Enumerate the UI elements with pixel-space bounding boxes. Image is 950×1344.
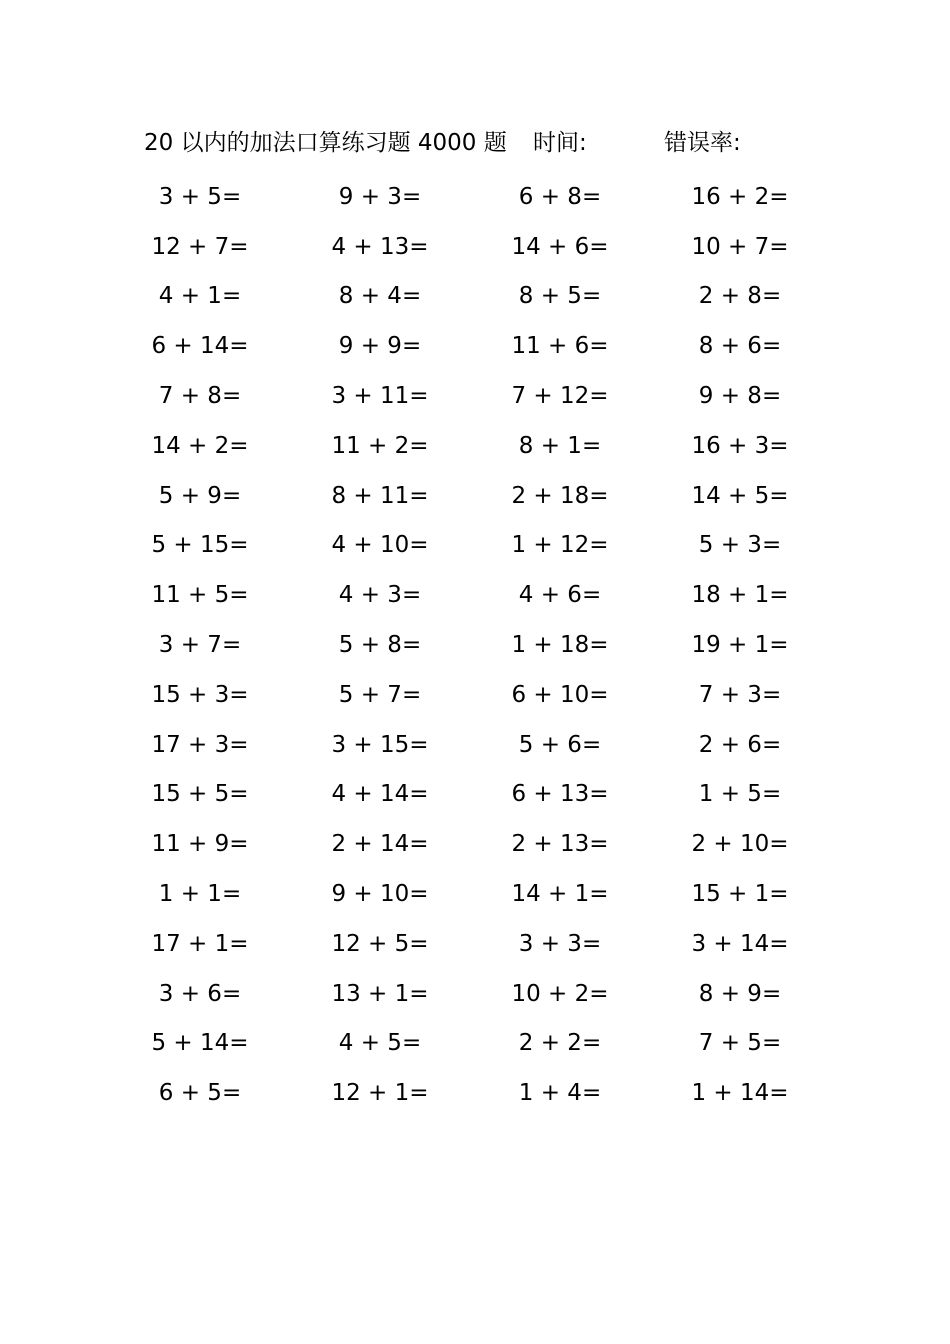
problem-row — [110, 720, 830, 770]
addition-problem: 8 + 9= — [698, 980, 782, 1007]
addition-problem: 3 + 3= — [518, 930, 602, 957]
addition-problem: 1 + 14= — [691, 1080, 789, 1107]
addition-problem: 8 + 11= — [331, 482, 429, 509]
addition-problem: 9 + 3= — [338, 183, 422, 210]
addition-problem: 11 + 2= — [331, 432, 429, 459]
problem-row — [110, 371, 830, 421]
addition-problem: 1 + 18= — [511, 632, 609, 659]
addition-problem: 1 + 12= — [511, 532, 609, 559]
problem-row — [110, 222, 830, 272]
addition-problem: 4 + 3= — [338, 582, 422, 609]
addition-problem: 4 + 13= — [331, 233, 429, 260]
worksheet-title: 20 以内的加法口算练习题 4000 题 — [144, 130, 507, 156]
problem-row — [110, 919, 830, 969]
error-rate-label: 错误率: — [664, 130, 741, 156]
problem-row — [110, 570, 830, 620]
addition-problem: 7 + 5= — [698, 1030, 782, 1057]
addition-problem: 6 + 14= — [151, 333, 249, 360]
addition-problem: 9 + 8= — [698, 383, 782, 410]
addition-problem: 2 + 8= — [698, 283, 782, 310]
addition-problem: 1 + 5= — [698, 781, 782, 808]
addition-problem: 3 + 6= — [158, 980, 242, 1007]
addition-problem: 6 + 5= — [158, 1080, 242, 1107]
addition-problem: 5 + 6= — [518, 731, 602, 758]
problem-row — [110, 670, 830, 720]
addition-problem: 3 + 15= — [331, 731, 429, 758]
addition-problem: 4 + 10= — [331, 532, 429, 559]
addition-problem: 5 + 14= — [151, 1030, 249, 1057]
addition-problem: 11 + 6= — [511, 333, 609, 360]
addition-problem: 4 + 6= — [518, 582, 602, 609]
addition-problem: 7 + 12= — [511, 383, 609, 410]
problem-row — [110, 521, 830, 571]
problem-row — [110, 321, 830, 371]
problem-row — [110, 1019, 830, 1069]
addition-problem: 5 + 9= — [158, 482, 242, 509]
addition-problem: 3 + 5= — [158, 183, 242, 210]
addition-problem: 11 + 5= — [151, 582, 249, 609]
addition-problem: 4 + 1= — [158, 283, 242, 310]
addition-problem: 2 + 18= — [511, 482, 609, 509]
addition-problem: 5 + 15= — [151, 532, 249, 559]
addition-problem: 6 + 13= — [511, 781, 609, 808]
addition-problem: 13 + 1= — [331, 980, 429, 1007]
addition-problem: 6 + 10= — [511, 681, 609, 708]
addition-problem: 19 + 1= — [691, 632, 789, 659]
problem-row — [110, 620, 830, 670]
addition-problem: 12 + 7= — [151, 233, 249, 260]
addition-problem: 3 + 7= — [158, 632, 242, 659]
addition-problem: 7 + 8= — [158, 383, 242, 410]
addition-problem: 2 + 13= — [511, 831, 609, 858]
addition-problem: 8 + 6= — [698, 333, 782, 360]
addition-problem: 12 + 5= — [331, 930, 429, 957]
addition-problem: 17 + 1= — [151, 930, 249, 957]
addition-problem: 18 + 1= — [691, 582, 789, 609]
problem-row — [110, 770, 830, 820]
addition-problem: 8 + 5= — [518, 283, 602, 310]
addition-problem: 7 + 3= — [698, 681, 782, 708]
problem-row — [110, 1068, 830, 1118]
addition-problem: 10 + 7= — [691, 233, 789, 260]
addition-problem: 8 + 1= — [518, 432, 602, 459]
addition-problem: 11 + 9= — [151, 831, 249, 858]
addition-problem: 8 + 4= — [338, 283, 422, 310]
problem-row — [110, 969, 830, 1019]
addition-problem: 1 + 4= — [518, 1080, 602, 1107]
addition-problem: 14 + 1= — [511, 881, 609, 908]
problem-row — [110, 272, 830, 322]
problem-row — [110, 819, 830, 869]
time-label: 时间: — [533, 130, 587, 156]
addition-problem: 6 + 8= — [518, 183, 602, 210]
addition-problem: 2 + 2= — [518, 1030, 602, 1057]
addition-problem: 9 + 10= — [331, 881, 429, 908]
addition-problem: 1 + 1= — [158, 881, 242, 908]
addition-problem: 14 + 5= — [691, 482, 789, 509]
addition-problem: 16 + 3= — [691, 432, 789, 459]
addition-problem: 14 + 6= — [511, 233, 609, 260]
problem-row — [110, 471, 830, 521]
addition-problem: 5 + 8= — [338, 632, 422, 659]
addition-problem: 15 + 1= — [691, 881, 789, 908]
addition-problem: 2 + 6= — [698, 731, 782, 758]
addition-problem: 15 + 5= — [151, 781, 249, 808]
addition-problem: 14 + 2= — [151, 432, 249, 459]
worksheet-header — [0, 126, 950, 160]
addition-problem: 12 + 1= — [331, 1080, 429, 1107]
addition-problem: 16 + 2= — [691, 183, 789, 210]
addition-problem: 10 + 2= — [511, 980, 609, 1007]
addition-problem: 17 + 3= — [151, 731, 249, 758]
addition-problem: 3 + 11= — [331, 383, 429, 410]
addition-problem: 5 + 7= — [338, 681, 422, 708]
problem-row — [110, 869, 830, 919]
addition-problem: 4 + 14= — [331, 781, 429, 808]
addition-problem: 3 + 14= — [691, 930, 789, 957]
addition-problem: 15 + 3= — [151, 681, 249, 708]
problem-row — [110, 421, 830, 471]
problem-row — [110, 172, 830, 222]
addition-problem: 5 + 3= — [698, 532, 782, 559]
addition-problem: 4 + 5= — [338, 1030, 422, 1057]
addition-problem: 9 + 9= — [338, 333, 422, 360]
problem-grid — [110, 172, 830, 1118]
addition-problem: 2 + 10= — [691, 831, 789, 858]
addition-problem: 2 + 14= — [331, 831, 429, 858]
